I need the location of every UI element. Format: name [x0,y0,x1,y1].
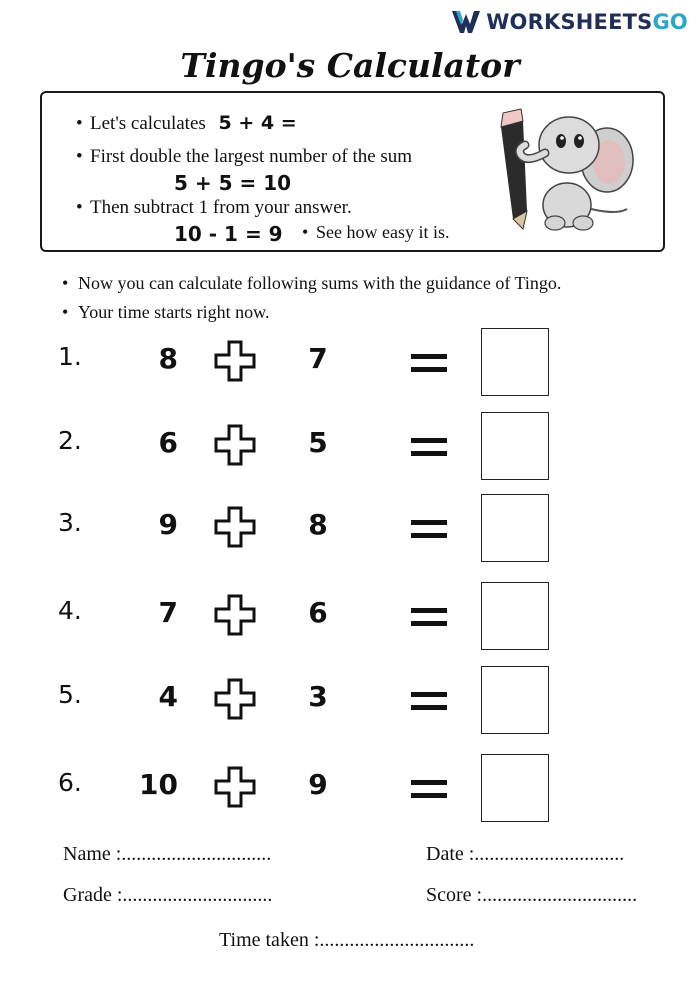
problem-number: 4. [58,596,82,625]
first-addend: 9 [158,508,178,541]
example-line-3-text: Then subtract 1 from your answer. [90,197,352,218]
second-addend: 7 [308,342,328,375]
answer-box[interactable] [481,666,549,734]
example-line-1-text: Let's calculates [90,113,206,134]
answer-box[interactable] [481,328,549,396]
bullet: • [76,146,83,167]
answer-box[interactable] [481,494,549,562]
first-addend: 8 [158,342,178,375]
plus-sign-icon [214,766,256,808]
worksheetsgo-logo [452,10,688,34]
example-line-2-math: 5 + 5 = 10 [174,171,292,195]
first-addend: 4 [158,680,178,713]
problem-number: 6. [58,768,82,797]
equals-sign-icon [411,692,447,712]
problem-number: 5. [58,680,82,709]
problem-number: 3. [58,508,82,537]
time-taken-field[interactable]: Time taken :............................... [219,929,475,951]
logo-text-part1: WORKSHEETS [486,10,653,34]
bullet: • [302,222,309,242]
second-addend: 8 [308,508,328,541]
instruction-2-text: Your time starts right now. [78,302,270,322]
pencil-icon [501,109,527,229]
equals-sign-icon [411,780,447,800]
example-line-1 [76,112,297,135]
elephant-with-pencil-illustration [497,105,642,233]
second-addend: 6 [308,596,328,629]
name-field[interactable]: Name :.............................. [63,843,272,865]
bullet: • [76,197,83,218]
instruction-1-text: Now you can calculate following sums with the guidance of Tingo. [78,273,562,293]
w-logo-icon [452,11,480,33]
answer-box[interactable] [481,412,549,480]
equals-sign-icon [411,608,447,628]
problem-number: 2. [58,426,82,455]
example-note [302,222,449,243]
first-addend: 6 [158,426,178,459]
logo-text-part2: GO [652,10,688,34]
example-line-3 [76,197,352,219]
plus-sign-icon [214,678,256,720]
example-line-3-math: 10 - 1 = 9 [174,222,283,246]
plus-sign-icon [214,594,256,636]
answer-box[interactable] [481,754,549,822]
bullet: • [62,302,69,322]
example-line-2-text: First double the largest number of the sum [90,146,413,167]
equals-sign-icon [411,354,447,374]
plus-sign-icon [214,340,256,382]
logo-text [486,10,688,34]
example-line-2 [76,146,412,168]
page-title: Tingo's Calculator [180,46,520,85]
second-addend: 3 [308,680,328,713]
date-field[interactable]: Date :.............................. [426,843,625,865]
equals-sign-icon [411,438,447,458]
bullet: • [62,273,69,293]
example-note-text: See how easy it is. [316,222,450,242]
answer-box[interactable] [481,582,549,650]
problem-number: 1. [58,342,82,371]
first-addend: 10 [139,768,178,801]
second-addend: 5 [308,426,328,459]
second-addend: 9 [308,768,328,801]
plus-sign-icon [214,424,256,466]
first-addend: 7 [158,596,178,629]
example-line-1-math: 5 + 4 = [218,112,297,134]
grade-field[interactable]: Grade :.............................. [63,884,273,906]
plus-sign-icon [214,506,256,548]
score-field[interactable]: Score :............................... [426,884,638,906]
instruction-1 [62,273,561,294]
bullet: • [76,113,83,134]
instruction-2 [62,302,270,323]
equals-sign-icon [411,520,447,540]
